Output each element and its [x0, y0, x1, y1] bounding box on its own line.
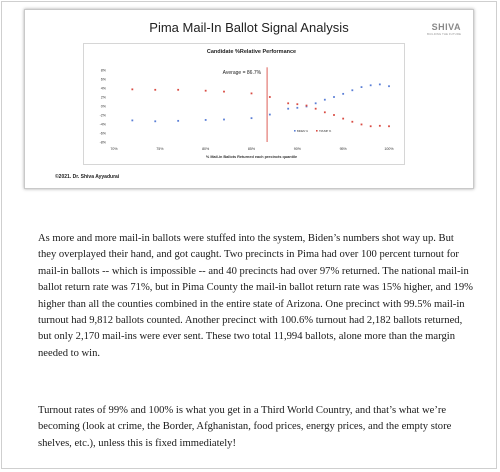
y-tick-label: -6%	[99, 131, 106, 136]
data-point	[205, 119, 207, 121]
data-point	[205, 90, 207, 92]
chart-title: Candidate %Relative Performance	[206, 49, 297, 55]
y-tick-label: -8%	[99, 140, 106, 145]
legend-swatch	[316, 130, 318, 132]
x-tick-label: 75%	[156, 147, 164, 151]
y-tick-label: -2%	[99, 113, 106, 118]
legend-label: BIDEN %	[297, 129, 308, 133]
data-point	[296, 103, 298, 105]
y-tick-label: 0%	[100, 104, 106, 109]
body-paragraph-1: As more and more mail-in ballots were stuffed into the system, Biden’s numbers shot way up. But they overplayed their hand, and got caught. Two precincts in Pima had over 100 percent turnout for mail-in ballots -- which is impossible -- and 40 precincts had over 97% returned. The national mail-in ballot return rate was 71%, but in Pima County the mail-in ballot return rate was 15% higher, and 19% higher than all the counties combined in the entire state of Arizona. One precinct with 99.5% mail-in turnout had 9,812 ballots counted. Another precinct with 100.6% turnout had 2,182 ballots returned, but only 2,170 mail-ins were ever sent. These two total 11,994 ballots, alone more than the margin needed to win.	[38, 233, 473, 359]
data-point	[269, 114, 271, 116]
x-tick-label: 70%	[110, 147, 118, 151]
legend-swatch	[294, 130, 296, 132]
y-tick-label: 6%	[100, 77, 106, 82]
x-tick-label: 95%	[339, 147, 347, 151]
data-point	[306, 105, 308, 107]
logo-text: SHIVA	[431, 22, 461, 32]
data-point	[370, 84, 372, 86]
scatter-chart	[84, 44, 404, 164]
x-axis-label: % Mail-in Ballots Returned each precincts quantile	[205, 155, 298, 159]
y-tick-label: 8%	[100, 68, 106, 73]
data-point	[324, 111, 326, 113]
copyright: ©2021. Dr. Shiva Ayyadurai	[55, 174, 120, 180]
data-point	[370, 125, 372, 127]
data-point	[269, 96, 271, 98]
data-point	[177, 89, 179, 91]
y-tick-label: 4%	[100, 86, 106, 91]
data-point	[351, 121, 353, 123]
data-point	[342, 93, 344, 95]
data-point	[287, 108, 289, 110]
data-point	[324, 99, 326, 101]
data-point	[296, 107, 298, 109]
average-annotation: Average = 86.7%	[222, 70, 262, 76]
data-point	[315, 108, 317, 110]
data-point	[131, 120, 133, 122]
data-point	[333, 114, 335, 116]
logo	[427, 22, 461, 36]
data-point	[154, 120, 156, 122]
data-point	[315, 102, 317, 104]
data-point	[131, 88, 133, 90]
data-point	[251, 93, 253, 95]
slide-title: Pima Mail-In Ballot Signal Analysis	[149, 20, 349, 35]
logo-subtext: BUILDING THE FUTURE	[427, 32, 461, 36]
x-tick-label: 90%	[293, 147, 301, 151]
data-point	[177, 120, 179, 122]
data-point	[154, 89, 156, 91]
data-point	[223, 91, 225, 93]
data-point	[223, 119, 225, 121]
data-point	[379, 125, 381, 127]
x-tick-label: 80%	[202, 147, 210, 151]
data-point	[251, 117, 253, 119]
data-point	[287, 102, 289, 104]
x-tick-label: 100%	[384, 147, 394, 151]
chart-area	[83, 43, 405, 165]
data-point	[388, 125, 390, 127]
data-point	[361, 86, 363, 88]
y-tick-label: 2%	[100, 95, 106, 100]
x-tick-label: 85%	[247, 147, 256, 151]
data-point	[342, 118, 344, 120]
data-point	[351, 89, 353, 91]
data-point	[379, 84, 381, 86]
data-point	[361, 124, 363, 126]
chart-slide-image	[24, 9, 474, 189]
body-paragraph-2: Turnout rates of 99% and 100% is what you get in a Third World Country, and that’s what we’re becoming (look at crime, the Border, Afghanistan, food prices, energy prices, and the empty store shelves, etc.), unless this is fixed immediately!	[38, 405, 452, 449]
y-tick-label: -4%	[99, 122, 106, 127]
data-point	[333, 96, 335, 98]
legend-label: TRUMP %	[319, 129, 332, 133]
data-point	[388, 85, 390, 87]
